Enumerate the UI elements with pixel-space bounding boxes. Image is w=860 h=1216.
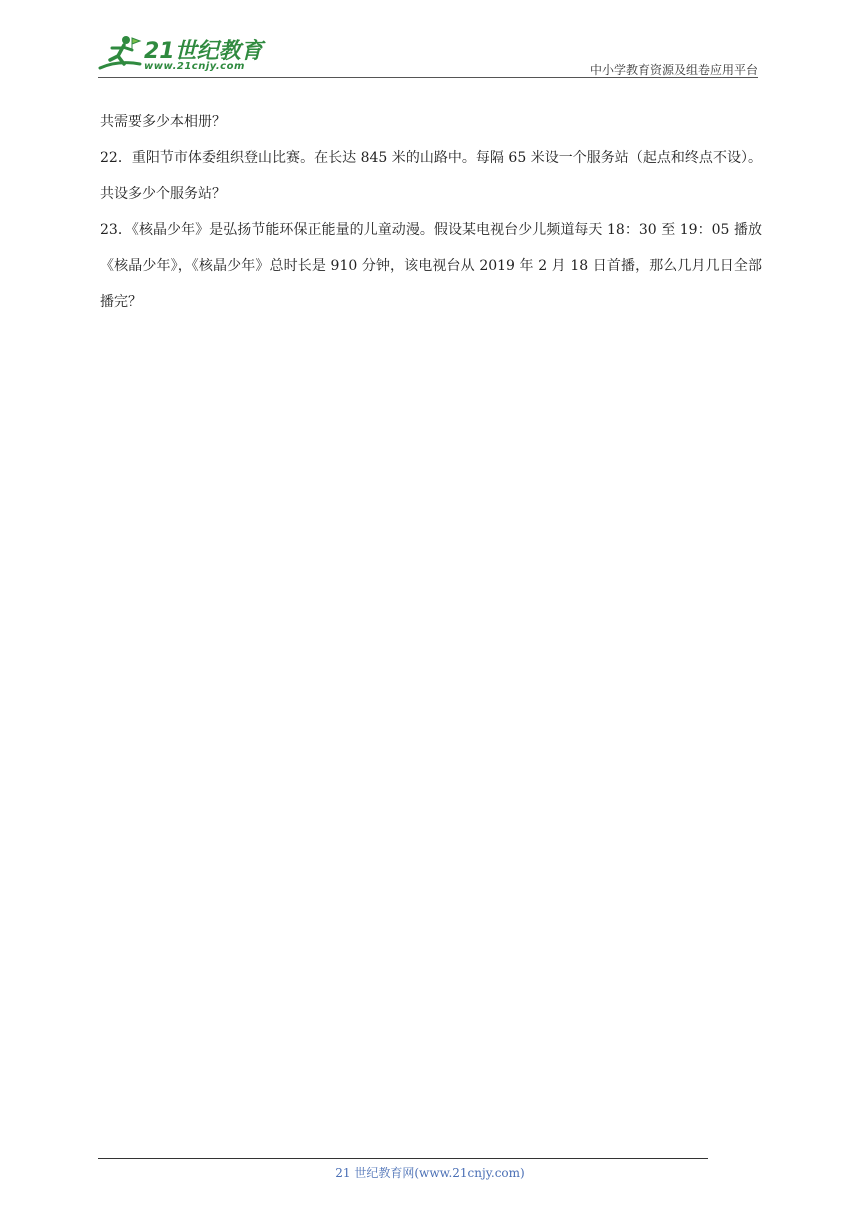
logo-url: www.21cnjy.com xyxy=(144,61,245,72)
footer-divider xyxy=(98,1158,708,1159)
question-23: 23．《核晶少年》是弘扬节能环保正能量的儿童动漫。假设某电视台少儿频道每天 18：30 至 19：05 播放《核晶少年》，《核晶少年》总时长是 910 分钟，该电视台从 2019 年 2 月 18 日首播，那么几月几日全部播完？ xyxy=(100,222,762,310)
running-figure-icon xyxy=(98,34,142,74)
logo-text: 21世纪教育 xyxy=(144,39,263,64)
question-continuation: 共需要多少本相册？ xyxy=(100,114,226,130)
header-divider xyxy=(98,77,758,78)
site-logo[interactable] xyxy=(98,34,268,74)
page-header xyxy=(98,30,758,78)
footer-link[interactable]: 21 世纪教育网(www.21cnjy.com) xyxy=(335,1166,525,1180)
site-tagline: 中小学教育资源及组卷应用平台 xyxy=(589,63,758,77)
question-22: 22．重阳节市体委组织登山比赛。在长达 845 米的山路中。每隔 65 米设一个服务站（起点和终点不设）。共设多少个服务站？ xyxy=(100,150,762,202)
document-body xyxy=(100,104,762,320)
